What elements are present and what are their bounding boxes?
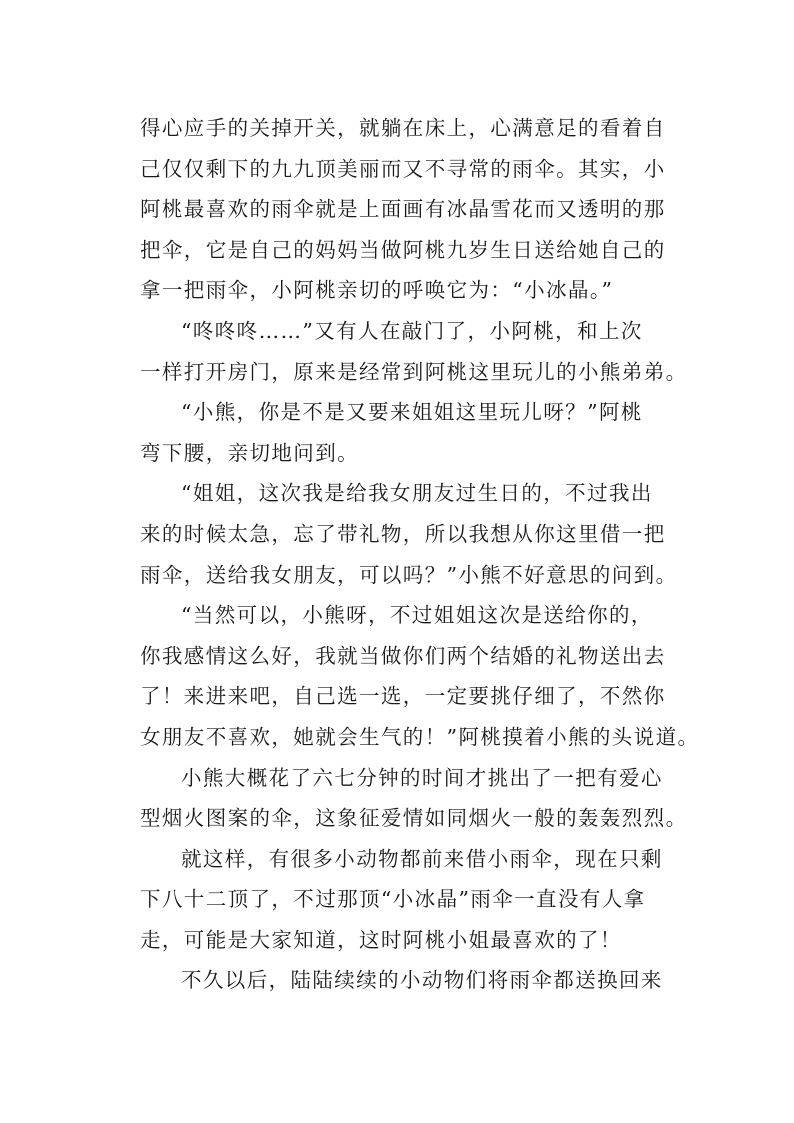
text-line: “当然可以，小熊呀，不过姐姐这次是送给你的，	[181, 603, 653, 628]
text-line: 阿桃最喜欢的雨伞就是上面画有冰晶雪花而又透明的那	[140, 197, 666, 222]
text-line: 你我感情这么好，我就当做你们两个结婚的礼物送出去	[140, 643, 666, 668]
text-line: 了！来进来吧，自己选一选，一定要挑仔细了，不然你	[140, 684, 666, 709]
text-line: 走，可能是大家知道，这时阿桃小姐最喜欢的了！	[140, 927, 622, 952]
text-line: 弯下腰，亲切地问到。	[140, 440, 359, 465]
text-line: 就这样，有很多小动物都前来借小雨伞，现在只剩	[181, 846, 663, 871]
text-line: 雨伞，送给我女朋友，可以吗？”小熊不好意思的问到。	[140, 562, 678, 587]
text-line: 下八十二顶了，不过那顶“小冰晶”雨伞一直没有人拿	[140, 887, 646, 912]
text-line: “小熊，你是不是又要来姐姐这里玩儿呀？”阿桃	[181, 400, 643, 425]
text-line: 型烟火图案的伞，这象征爱情如同烟火一般的轰轰烈烈。	[140, 806, 688, 831]
text-line: 小熊大概花了六七分钟的时间才挑出了一把有爱心	[181, 765, 663, 790]
text-line: 得心应手的关掉开关，就躺在床上，心满意足的看着自	[140, 116, 666, 140]
body-text	[140, 108, 700, 1001]
text-line: 不久以后，陆陆续续的小动物们将雨伞都送换回来	[181, 968, 663, 993]
text-line: “咚咚咚……”又有人在敲门了，小阿桃，和上次	[181, 318, 643, 343]
text-line: 拿一把雨伞，小阿桃亲切的呼唤它为：“小冰晶。”	[140, 278, 614, 303]
text-line: 一样打开房门，原来是经常到阿桃这里玩儿的小熊弟弟。	[140, 359, 688, 384]
text-line: 女朋友不喜欢，她就会生气的！”阿桃摸着小熊的头说道。	[140, 724, 700, 749]
text-line: 己仅仅剩下的九九顶美丽而又不寻常的雨伞。其实，小	[140, 156, 666, 181]
text-line: “姐姐，这次我是给我女朋友过生日的，不过我出	[181, 481, 653, 506]
text-line: 把伞，它是自己的妈妈当做阿桃九岁生日送给她自己的	[140, 237, 666, 262]
text-line: 来的时候太急，忘了带礼物，所以我想从你这里借一把	[140, 521, 666, 546]
